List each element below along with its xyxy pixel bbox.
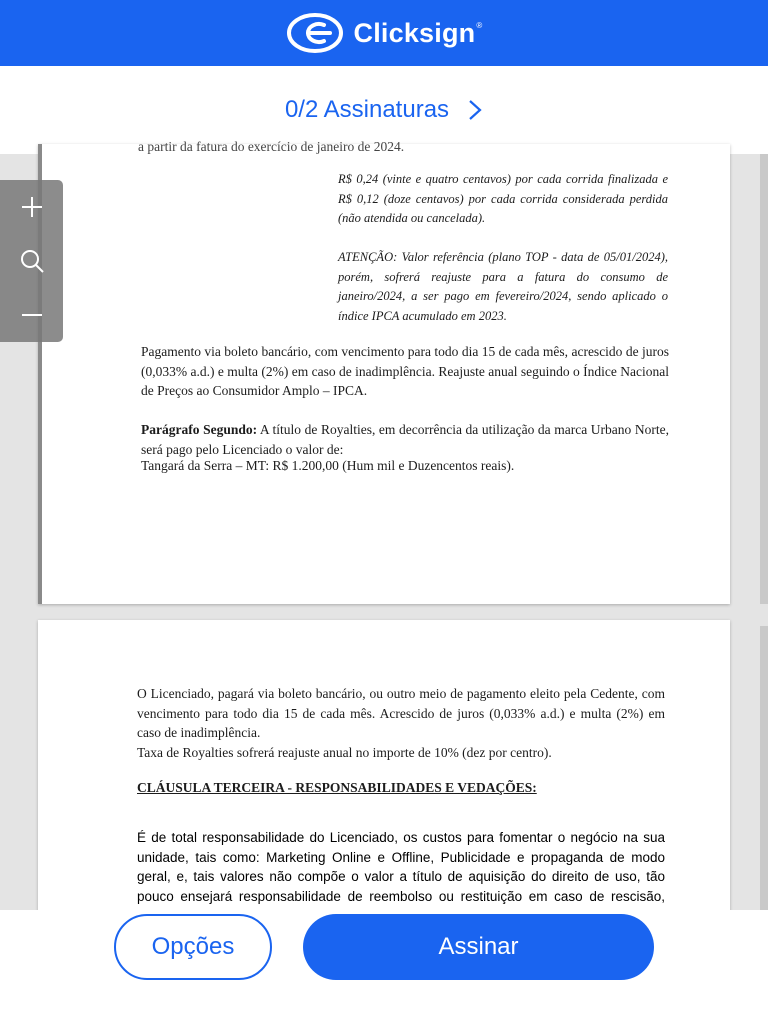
chevron-right-icon <box>467 99 483 121</box>
zoom-out-button[interactable] <box>12 295 52 335</box>
payment-paragraph: Pagamento via boleto bancário, com vencimento para todo dia 15 de cada mês, acrescido de juros (0,033% a.d.) e multa (2%) em caso de inadimplência. Reajuste anual seguindo o Índice Nacional de Preços ao Consumidor Amplo – IPCA. <box>141 344 669 398</box>
signatures-count: 0/2 Assinaturas <box>284 96 450 123</box>
zoom-in-button[interactable] <box>12 187 52 227</box>
licensee-payment-paragraph: O Licenciado, pagará via boleto bancário, ou outro meio de pagamento eleito pela Cedente, com vencimento para todo dia 15 de cada mês. Acrescido de juros (0,033% a.d.) e multa (2%) em caso de inadimplência. Taxa de Royalties sofrerá reajuste anual no importe de 10% (dez por centro). <box>137 686 665 760</box>
signatures-link[interactable] <box>285 96 483 124</box>
zoom-controls <box>0 180 63 342</box>
clicksign-logo-icon <box>286 12 344 54</box>
options-button[interactable]: Opções <box>114 914 272 980</box>
page-text-cut: a partir da fatura do exercício de janeiro de 2024. <box>138 139 405 154</box>
clause-heading: CLÁUSULA TERCEIRA - RESPONSABILIDADES E VEDAÇÕES: <box>137 780 537 795</box>
sign-button[interactable]: Assinar <box>303 914 654 980</box>
price-quote: R$ 0,24 (vinte e quatro centavos) por cada corrida finalizada e R$ 0,12 (doze centavos) por cada corrida considerada perdida (não atendida ou cancelada). <box>338 172 668 225</box>
header-bar <box>0 0 768 66</box>
attention-quote: ATENÇÃO: Valor referência (plano TOP - data de 05/01/2024), porém, sofrerá reajuste para a fatura do consumo de janeiro/2024, a ser pago em fevereiro/2024, sendo aplicado o índice IPCA acumulado em 2023. <box>338 250 668 323</box>
page-edge-shade <box>760 154 768 604</box>
action-footer <box>0 910 768 1024</box>
search-button[interactable] <box>12 241 52 281</box>
royalties-paragraph: Parágrafo Segundo: A título de Royalties, em decorrência da utilização da marca Urbano Norte, será pago pelo Licenciado o valor de: <box>141 422 669 457</box>
plus-icon <box>18 193 46 221</box>
brand-name: Clicksign® <box>353 17 483 48</box>
page-edge-shade <box>760 626 768 916</box>
search-icon <box>18 247 46 275</box>
royalties-value: Tangará da Serra – MT: R$ 1.200,00 (Hum mil e Duzencentos reais). <box>141 458 515 473</box>
document-page-1 <box>38 139 730 604</box>
responsibility-paragraph: É de total responsabilidade do Licenciado, os custos para fomentar o negócio na sua unidade, tais como: Marketing Online e Offline, Publicidade e propaganda de modo geral, e, tais valores não compõe o valor a título de aquisição do direito de uso, tão pouco ensejará responsabilidade de reembolso ou restituição em caso de rescisão, <box>137 830 665 904</box>
minus-icon <box>18 301 46 329</box>
page-2-overlay <box>38 620 730 910</box>
